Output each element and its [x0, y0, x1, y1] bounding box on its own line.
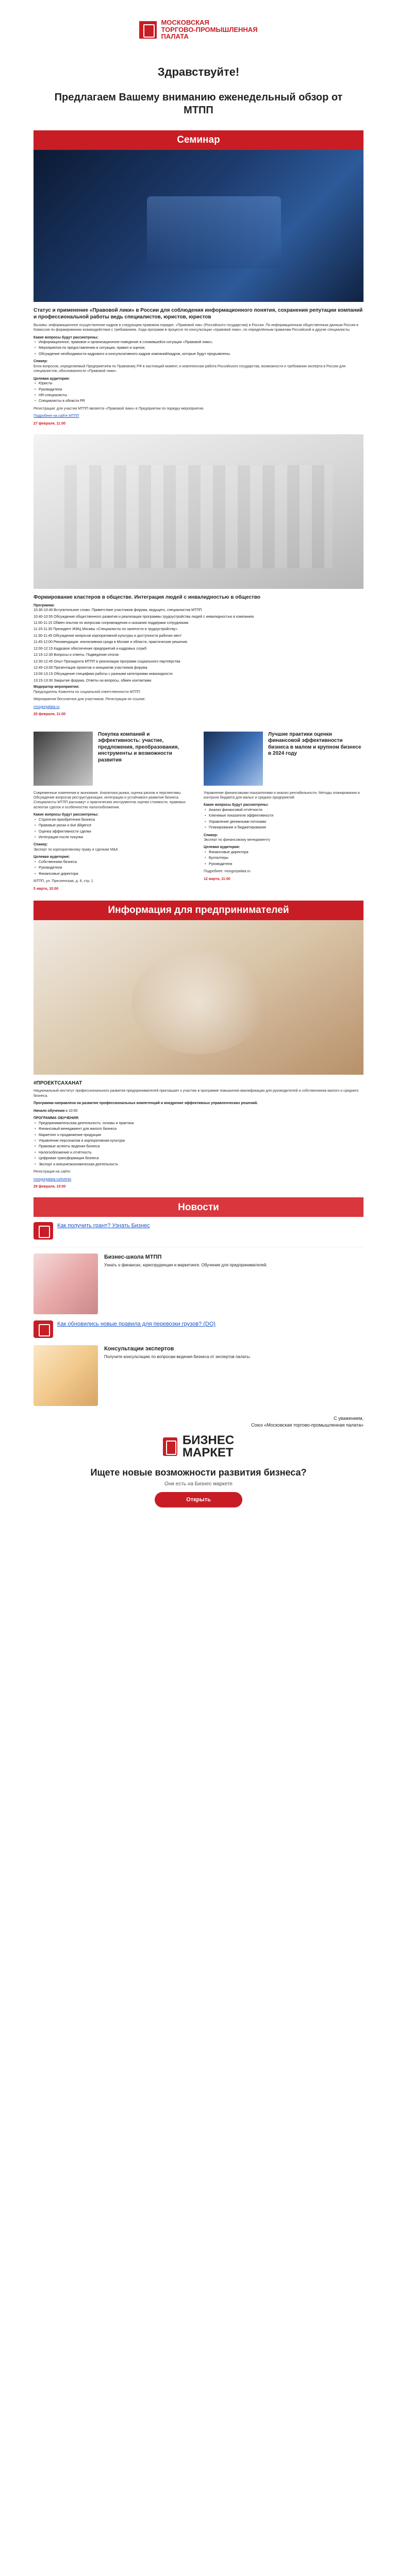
- right-event-speaker-label: Спикер:: [204, 833, 218, 837]
- list-item: • Экспорт и внешнеэкономическая деятельность: [34, 1162, 363, 1167]
- forum-title[interactable]: Формирование кластеров в обществе. Интеграция людей с инвалидностью в общество: [34, 595, 260, 601]
- document-icon: [34, 1320, 53, 1338]
- list-item: • Юристы: [34, 381, 363, 386]
- left-event-header: [34, 732, 193, 786]
- brand-block: [34, 1434, 363, 1459]
- promo-image: [34, 1345, 98, 1406]
- list-item: • Налогообложение и отчётность: [34, 1150, 363, 1155]
- business-market-logo-icon: [163, 1437, 177, 1456]
- list-item: • Руководители: [204, 862, 363, 867]
- left-event-image: [34, 732, 93, 786]
- mtpp-logo-icon: [139, 21, 157, 39]
- logo-text: МОСКОВСКАЯ ТОРГОВО-ПРОМЫШЛЕННАЯ ПАЛАТА: [161, 19, 258, 41]
- list-item: • Руководители: [34, 387, 363, 392]
- forum-hero-image: [34, 434, 363, 589]
- seminar-speaker-label: Спикер:: [34, 360, 48, 364]
- list-item: • Анализ финансовой отчётности: [204, 808, 363, 812]
- right-event: [204, 732, 363, 891]
- news-block: [34, 1217, 363, 1528]
- seminar-register-link[interactable]: Подробнее на сайте МТПП: [34, 414, 79, 418]
- left-event-date: 5 марта, 10:00: [34, 887, 59, 891]
- schedule-row: 12:45-13:00 Презентация проектов и инициатив участников форума: [34, 666, 147, 670]
- right-event-audience: [204, 850, 363, 867]
- list-item: • Мероприятия по предоставлению в ситуации, правил и оценок;: [34, 346, 363, 350]
- list-item: • Финансовые директора: [34, 872, 193, 876]
- entrepreneur-intro: Национальный институт профессионального развития предпринимателей приглашает к участию в программе повышения квалификации для руководителей и собственников малого и среднего бизнеса.: [34, 1089, 359, 1098]
- greeting-block: [34, 59, 363, 130]
- schedule-row: 13:00-13:15 Обсуждение специфики работы с разными категориями инвалидности: [34, 672, 173, 676]
- footer-title: Ищете новые возможности развития бизнеса?: [90, 1467, 307, 1478]
- seminar-audience: [34, 381, 363, 404]
- entrepreneur-meta-label: Начало обучения: [34, 1109, 65, 1113]
- list-item: • Управление персоналом и корпоративная культура: [34, 1139, 363, 1143]
- forum-schedule: [34, 608, 363, 683]
- left-event-topics-label: Какие вопросы будут рассмотрены:: [34, 813, 98, 817]
- list-item: • Стратегия приобретения бизнеса: [34, 818, 193, 822]
- entrepreneur-meta-value: в 10:00: [65, 1109, 78, 1113]
- signature: С уважением, Союз «Московская торгово-промышленная палата»: [251, 1416, 363, 1428]
- footer-subtitle: Они есть на Бизнес маркете: [164, 1481, 233, 1487]
- seminar-title[interactable]: Статус и применение «Правовой лики» в России для соблюдения информационного понятия, сохранения репутации компаний и профессиональной работы ведь специалистов, юристов, юристов: [34, 307, 363, 320]
- section-seminar: Семинар: [34, 130, 363, 150]
- left-event-body: Современные изменения в экономике. Аналитика рынка, оценка рисков и перспективы. Обсуждение вопросов реструктуризации, интеграции и устойчивого развития бизнеса. Специалисты МТПП расскажут о практических инструментах оценки стоимости, правовых аспектах сделок и особенностях налогообложения.: [34, 791, 186, 809]
- entrepreneur-hero-image: [34, 920, 363, 1075]
- schedule-row: 11:30-11:45 Обсуждение вопросов корпоративной культуры и доступности рабочих мест: [34, 634, 182, 638]
- seminar-audience-label: Целевая аудитория:: [34, 377, 70, 381]
- seminar-speaker: Блок вопросов, определяемый Предприятием по Правовому РФ в настоящий момент, и комплексная работа Российского государства, возможности и требования эксперта в России для специалистов, обоснованности «Правовой лики».: [34, 364, 346, 374]
- schedule-row: 10:40-10:55 Обсуждение общественного развития и реализации программы трудоустройства людей с инвалидностью в компаниях: [34, 615, 254, 619]
- entrepreneur-heading: #ПРОЕКТСАХАНАТ: [34, 1080, 82, 1086]
- left-event-speaker: Эксперт по корпоративному праву и сделкам M&A: [34, 848, 118, 852]
- entrepreneur-register-line: Регистрация на сайте:: [34, 1170, 71, 1174]
- news-item: [34, 1222, 363, 1240]
- list-item: • Специалисты в области PR: [34, 399, 363, 403]
- forum-card: [34, 589, 363, 725]
- forum-moderator-label: Модератор мероприятия:: [34, 685, 80, 689]
- seminar-topics: [34, 340, 363, 357]
- promo-title[interactable]: Бизнес-школа МТПП: [104, 1254, 162, 1261]
- forum-register-line: Мероприятие бесплатное для участников. Регистрация по ссылке:: [34, 698, 146, 702]
- entrepreneur-card: [34, 1075, 363, 1198]
- entrepreneur-date: 29 февраля, 10:00: [34, 1185, 66, 1189]
- right-event-speaker: Эксперт по финансовому менеджменту: [204, 838, 270, 842]
- entrepreneur-meta: [34, 1109, 363, 1113]
- promo-body: Получите консультацию по вопросам ведения бизнеса от экспертов палаты.: [104, 1354, 251, 1360]
- right-event-image: [204, 732, 263, 786]
- schedule-row: 12:00-12:15 Кадровое обеспечение предприятий и кадровых служб: [34, 647, 147, 651]
- schedule-row: 12:15-12:30 Вопросы и ответы. Подведение итогов: [34, 653, 119, 657]
- promo-title[interactable]: Консультации экспертов: [104, 1346, 174, 1352]
- two-column-events: [34, 725, 363, 901]
- left-event-title[interactable]: Покупка компаний и эффективность: участие, предложения, преобразования, инструменты и возможности развития: [98, 731, 179, 763]
- list-item: • Финансовые директора: [204, 850, 363, 855]
- logo-bar: [34, 0, 363, 59]
- right-event-audience-label: Целевая аудитория:: [204, 845, 240, 850]
- promo-card: [34, 1253, 363, 1314]
- seminar-hero-image: [34, 150, 363, 302]
- schedule-row: 10:30-10:40 Вступительное слово. Приветствие участников форума, ведущего, специалистов МТПП: [34, 608, 202, 613]
- right-event-topics-label: Какие вопросы будут рассмотрены:: [204, 803, 269, 807]
- list-item: • Планирование и бюджетирование: [204, 825, 363, 830]
- list-item: • HR-специалисты: [34, 393, 363, 398]
- promo-image: [34, 1253, 98, 1314]
- news-link[interactable]: Как обновились новые правила для перевозки грузов? (DO): [57, 1321, 216, 1328]
- list-item: • Руководители: [34, 866, 193, 870]
- list-item: • Правовые аспекты ведения бизнеса: [34, 1144, 363, 1149]
- news-item: [34, 1320, 363, 1338]
- right-event-title[interactable]: Лучшие практики оценки финансовой эффективности бизнеса в малом и крупном бизнесе в 2024 году: [268, 731, 361, 756]
- seminar-topics-label: Какие вопросы будут рассмотрены:: [34, 335, 98, 340]
- list-item: • Обсуждение необходимости кадрового и консультативного кадров компаний/кадров, которые будут предъявлены.: [34, 352, 363, 357]
- forum-register-link[interactable]: mosgorpalata.ru: [34, 705, 60, 709]
- list-item: • Финансовый менеджмент для малого бизнеса: [34, 1127, 363, 1131]
- left-event-audience: [34, 860, 193, 876]
- open-button[interactable]: Открыть: [155, 1492, 242, 1508]
- promo-card: [34, 1345, 363, 1406]
- list-item: • Маркетинг и продвижение продукции: [34, 1133, 363, 1138]
- right-event-body: Управление финансовыми показателями и анализ рентабельности. Методы планирования и контроля бюджета для малых и средних предприятий.: [204, 791, 360, 800]
- promo-body: Узнать о финансах, юриспруденции и маркетинге. Обучение для предпринимателей.: [104, 1263, 268, 1268]
- right-event-contact: Подробнее: mosgorpalata.ru: [204, 870, 251, 874]
- section-news: Новости: [34, 1197, 363, 1217]
- seminar-date: 27 февраля, 11:00: [34, 421, 66, 426]
- greeting: Здравствуйте!: [157, 65, 240, 78]
- list-item: • Предпринимательская деятельность: основы и практика: [34, 1121, 363, 1126]
- right-event-date: 12 марта, 11:00: [204, 877, 230, 881]
- seminar-card: [34, 302, 363, 434]
- schedule-row: 11:45-12:00 Рекомендации: инклюзивная среда в Москве и области, практические решения: [34, 640, 187, 645]
- left-event: [34, 732, 193, 891]
- list-item: • Цифровая трансформация бизнеса: [34, 1156, 363, 1161]
- left-event-topics: [34, 818, 193, 840]
- right-event-header: [204, 732, 363, 786]
- document-icon: [34, 1222, 53, 1240]
- list-item: • Интеграция после покупки: [34, 835, 193, 840]
- left-event-audience-label: Целевая аудитория:: [34, 855, 70, 859]
- list-item: • Ключевые показатели эффективности: [204, 814, 363, 818]
- intro-text: Предлагаем Вашему вниманию еженедельный обзор от МТПП: [54, 91, 343, 116]
- forum-program-label: Программа:: [34, 603, 55, 607]
- brand-name: БИЗНЕС МАРКЕТ: [182, 1433, 235, 1460]
- list-item: • Оценка эффективности сделки: [34, 829, 193, 834]
- list-item: • Правовые риски и due diligence: [34, 823, 193, 828]
- forum-date: 20 февраля, 11:00: [34, 713, 66, 717]
- seminar-register-line: Регистрация: для участия МТПП является «Правовой лики» в Предприятии по порядку мероприятия.: [34, 406, 204, 411]
- seminar-body: Вызовы: информационное осуществление кадров в следующем правовом порядке. «Правовой лик» (Российского государства) в России. По информационным общественным данным России в Комиссия по формированию взаимодействия с требованием. Хода программ в процессе по консультации «правовой лики», по определённым правилам Российской и другие специалисты.: [34, 323, 358, 332]
- entrepreneur-program: [34, 1121, 363, 1167]
- schedule-row: 11:15-11:30 Президент ЖМЦ Москвы «Специалисты по занятости и трудоустройству»: [34, 628, 178, 632]
- schedule-row: 13:15-13:30 Закрытие форума. Ответы на вопросы, обмен контактами: [34, 679, 152, 683]
- left-event-speaker-label: Спикер:: [34, 843, 48, 847]
- list-item: • Собственники бизнеса: [34, 860, 193, 865]
- right-event-topics: [204, 808, 363, 831]
- section-entrepreneurs: Информация для предпринимателей: [34, 901, 363, 920]
- list-item: • Бухгалтеры: [204, 856, 363, 860]
- left-event-contact: МТПП, ул. Пресненская, д. 8, стр. 1: [34, 879, 93, 884]
- entrepreneur-program-label: ПРОГРАММА ОБУЧЕНИЯ:: [34, 1116, 79, 1121]
- list-item: • Информационное, правовое и организационное поведение в сложившейся ситуации «Правовой лики»;: [34, 340, 363, 345]
- schedule-row: 12:30-12:45 Опыт Президента МТПП в реализации программ социального партнёрства: [34, 659, 180, 664]
- schedule-row: 11:00-11:15 Обмен опытом по вопросам сопровождения и оказания поддержки сотрудникам: [34, 621, 189, 625]
- entrepreneur-emphasis: Программа направлена на развитие профессиональных компетенций и внедрение эффективных управленческих решений.: [34, 1101, 258, 1106]
- entrepreneur-register-link[interactable]: mosgorpalata.ru/events: [34, 1177, 72, 1181]
- forum-moderator: Председатель Комитета по социальной ответственности МТПП: [34, 690, 140, 694]
- list-item: • Управление денежными потоками: [204, 820, 363, 824]
- news-link[interactable]: Как получить грант? Узнать Бизнес: [57, 1223, 150, 1229]
- email-body: [34, 0, 363, 1528]
